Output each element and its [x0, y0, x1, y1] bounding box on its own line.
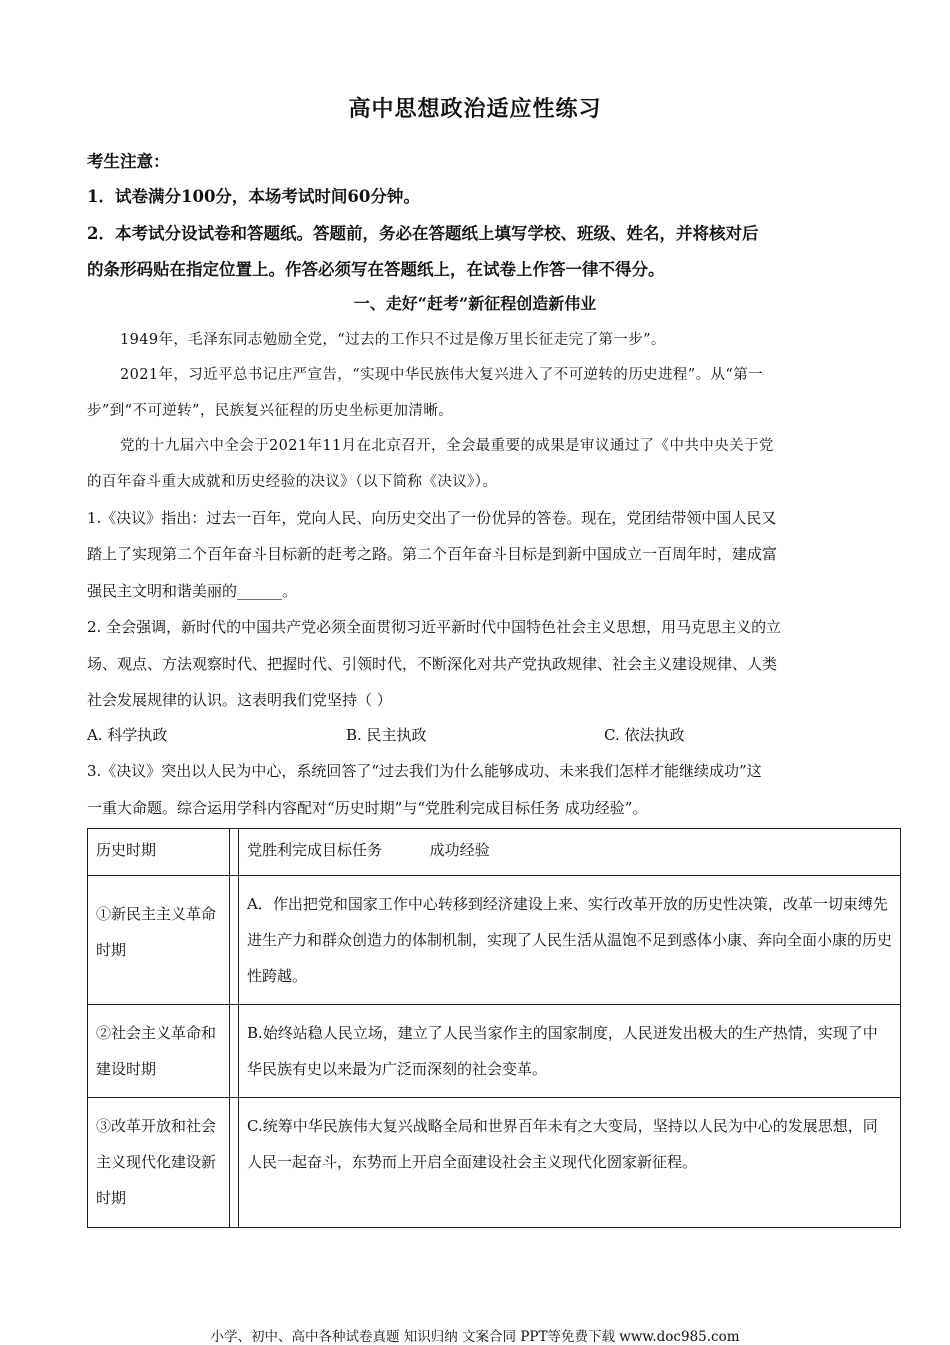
question-3-line1: 3.《决议》突出以人民为中心，系统回答了“过去我们为什么能够成功、未来我们怎样才能继续成功”这	[87, 762, 762, 780]
notice-item-2-line1: 2．本考试分设试卷和答题纸。答题前，务必在答题纸上填写学校、班级、姓名，并将核对后	[87, 224, 759, 243]
question-3-line2: 一重大命题。综合运用学科内容配对“历史时期”与“党胜利完成目标任务 成功经验”。	[87, 799, 648, 817]
table-divider	[230, 829, 239, 876]
experience-a: A．作出把党和国家工作中心转移到经济建设上来、实行改革开放的历史性决策，改革一切束缚先进生产力和群众创造力的体制机制，实现了人民生活从温饱不足到惑体小康、奔向全面小康的历史性跨越。	[247, 895, 893, 985]
table-cell	[88, 876, 230, 1005]
question-1-line2: 踏上了实现第二个百年奋斗目标新的赶考之路。第二个百年奋斗目标是到新中国成立一百周年时，建成富	[87, 545, 778, 563]
period-2: ②社会主义革命和建设时期	[96, 1024, 217, 1078]
intro-para-2-line2: 步”到“不可逆转”，民族复兴征程的历史坐标更加清晰。	[87, 403, 454, 419]
table-cell	[239, 1098, 901, 1228]
table-divider	[230, 1005, 239, 1098]
table-divider	[230, 1098, 239, 1228]
table-divider	[230, 876, 239, 1005]
table-row	[88, 1098, 901, 1228]
header-experience: 党胜利完成目标任务 成功经验	[247, 841, 490, 859]
question-1-line1: 1.《决议》指出：过去一百年，党向人民、向历史交出了一份优异的答卷。现在，党团结带领中国人民又	[87, 509, 777, 527]
option-b[interactable]: B. 民主执政	[346, 726, 427, 744]
section-heading: 一、走好“赶考”新征程创造新伟业	[353, 294, 597, 313]
table-row	[88, 1005, 901, 1098]
table-header-row	[88, 829, 901, 876]
question-2-line1: 2. 全会强调，新时代的中国共产党必须全面贯彻习近平新时代中国特色社会主义思想，用马克思主义的立	[87, 618, 782, 636]
table-header-cell	[239, 829, 901, 876]
page-title: 高中思想政治适应性练习	[348, 96, 602, 122]
footer-link[interactable]: 小学、初中、高中各种试卷真题 知识归纳 文案合同 PPT等免费下载 www.doc985.com	[210, 1329, 740, 1345]
intro-para-3-line2: 的百年奋斗重大成就和历史经验的决议》（以下简称《决议》）。	[87, 474, 498, 490]
intro-para-2-line1: 2021年，习近平总书记庄严宣告，“实现中华民族伟大复兴进入了不可逆转的历史进程”。从“第一	[120, 367, 764, 383]
notice-heading: 考生注意：	[87, 152, 170, 171]
table-header-cell	[88, 829, 230, 876]
table-cell	[239, 1005, 901, 1098]
intro-para-3-line1: 党的十九届六中全会于2021年11月在北京召开，全会最重要的成果是审议通过了《中共中央关于党	[120, 438, 774, 454]
header-period: 历史时期	[96, 841, 157, 859]
question-2-line3: 社会发展规律的认识。这表明我们党坚持（ ）	[87, 691, 392, 709]
option-a[interactable]: A. 科学执政	[87, 726, 168, 744]
option-c[interactable]: C. 依法执政	[604, 726, 685, 744]
period-3: ③改革开放和社会主义现代化建设新时期	[96, 1117, 217, 1207]
period-1: ①新民主主义革命时期	[96, 905, 217, 959]
experience-c: C.统筹中华民族伟大复兴战略全局和世界百年未有之大变局，坚持以人民为中心的发展思想，同人民一起奋斗，东势而上开启全面建设社会主义现代化圀家新征程。	[247, 1117, 878, 1171]
table-row	[88, 876, 901, 1005]
matching-table	[87, 828, 901, 1228]
table-cell	[239, 876, 901, 1005]
notice-item-1: 1．试卷满分100分，本场考试时间60分钟。	[87, 187, 420, 206]
notice-item-2-line2: 的条形码贴在指定位置上。作答必须写在答题纸上，在试卷上作答一律不得分。	[87, 260, 665, 279]
intro-para-1: 1949年，毛泽东同志勉励全党，“过去的工作只不过是像万里长征走完了第一步”。	[120, 332, 666, 348]
question-2-line2: 场、观点、方法观察时代、把握时代、引领时代，不断深化对共产党执政规律、社会主义建设规律、人类	[87, 655, 778, 673]
table-cell	[88, 1005, 230, 1098]
table-cell	[88, 1098, 230, 1228]
experience-b: B.始终站稳人民立场，建立了人民当家作主的国家制度，人民迸发出极大的生产热情，实现了中华民族有史以来最为广泛而深刻的社会变革。	[247, 1024, 878, 1078]
question-1-line3: 强民主文明和谐美丽的______。	[87, 582, 298, 600]
